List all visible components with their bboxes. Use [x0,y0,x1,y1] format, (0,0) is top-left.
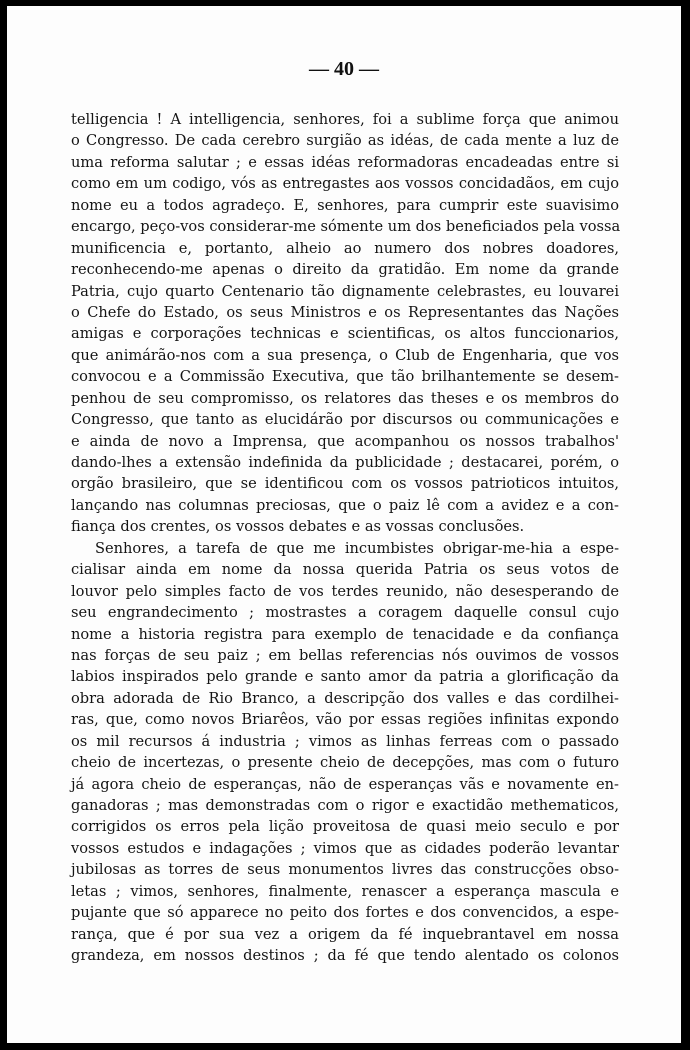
text-line: Congresso, que tanto as elucidárão por discursos ou communicações e [71,411,619,429]
text-line: orgão brasileiro, que se identificou com os vossos patrioticos intuitos, [71,475,619,493]
text-line: já agora cheio de esperanças, não de esperanças vãs e novamente en- [71,775,619,793]
book-page [7,6,681,1043]
text-line: uma reforma salutar ; e essas idéas reformadoras encadeadas entre si [71,153,619,171]
text-line: labios inspirados pelo grande e santo amor da patria a glorificação da [71,668,619,686]
text-line: que animárão-nos com a sua presença, o Club de Engenharia, que vos [71,346,619,364]
text-line: grandeza, em nossos destinos ; da fé que tendo alentado os colonos [71,947,619,965]
text-line: obra adorada de Rio Branco, a descripção dos valles e das cordilhei- [71,689,619,707]
text-line: fiança dos crentes, os vossos debates e as vossas conclusões. [71,518,525,536]
body-text [71,109,619,967]
text-line: vossos estudos e indagações ; vimos que as cidades poderão levantar [71,839,619,857]
text-line: Patria, cujo quarto Centenario tão dignamente celebrastes, eu louvarei [71,282,619,300]
text-line: nome a historia registra para exemplo de tenacidade e da confiança [71,625,619,643]
text-line: corrigidos os erros pela lição proveitosa de quasi meio seculo e por [71,818,619,836]
text-line: rança, que é por sua vez a origem da fé inquebrantavel em nossa [71,925,619,943]
text-line: convocou e a Commissão Executiva, que tão brilhantemente se desem- [71,368,619,386]
text-line: seu engrandecimento ; mostrastes a coragem daquelle consul cujo [71,604,619,622]
text-line: dando-lhes a extensão indefinida da publicidade ; destacarei, porém, o [71,454,619,471]
text-line: cheio de incertezas, o presente cheio de decepções, mas com o futuro [71,754,619,772]
text-line: lançando nas columnas preciosas, que o paiz lê com a avidez e a con- [71,496,619,514]
text-line: reconhecendo-me apenas o direito da gratidão. Em nome da grande [71,261,619,279]
text-line: o Chefe do Estado, os seus Ministros e os Representantes das Nações [71,303,619,321]
text-line: pujante que só apparece no peito dos fortes e dos convencidos, a espe- [71,904,619,922]
text-line: amigas e corporações technicas e scientificas, os altos funccionarios, [71,325,619,343]
text-line: encargo, peço-vos considerar-me sómente um dos beneficiados pela vossa [71,218,621,236]
text-line: como em um codigo, vós as entregastes aos vossos concidadãos, em cujo [71,175,619,193]
text-line: jubilosas as torres de seus monumentos livres das construcções obso- [71,861,619,879]
text-line: o Congresso. De cada cerebro surgião as idéas, de cada mente a luz de [71,132,619,150]
text-line: ras, que, como novos Briarêos, vão por essas regiões infinitas expondo [71,711,619,729]
text-line: letas ; vimos, senhores, finalmente, renascer a esperança mascula e [71,882,619,900]
text-line: nome eu a todos agradeço. E, senhores, para cumprir este suavisimo [71,196,619,214]
text-line: penhou de seu compromisso, os relatores das theses e os membros do [71,389,619,407]
paragraph [71,109,619,538]
paragraph [71,538,619,967]
text-line: louvor pelo simples facto de vos terdes reunido, não desesperando de [71,582,619,600]
text-line: cialisar ainda em nome da nossa querida Patria os seus votos de [71,561,619,579]
text-line: ganadoras ; mas demonstradas com o rigor e exactidão methematicos, [71,797,619,814]
text-line: os mil recursos á industria ; vimos as linhas ferreas com o passado [71,732,619,750]
page-number: — 40 — [309,58,379,80]
text-line: munificencia e, portanto, alheio ao numero dos nobres doadores, [71,239,619,257]
text-line: nas forças de seu paiz ; em bellas referencias nós ouvimos de vossos [71,646,619,664]
text-line: e ainda de novo a Imprensa, que acompanhou os nossos trabalhos' [71,432,619,450]
text-line: Senhores, a tarefa de que me incumbistes obrigar-me-hia a espe- [95,539,619,557]
text-line: telligencia ! A intelligencia, senhores, foi a sublime força que animou [71,111,619,128]
